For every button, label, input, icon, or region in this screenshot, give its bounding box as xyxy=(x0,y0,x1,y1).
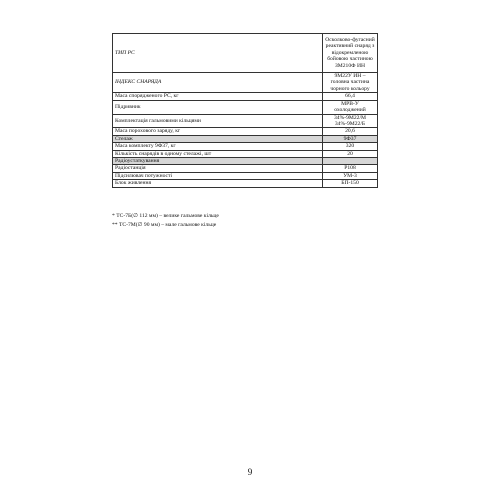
row-label: Підсилювач потужності xyxy=(113,172,323,179)
table-row xyxy=(113,143,378,150)
row-value: 34%-9М22/М 34%-9М22/Б xyxy=(323,114,378,128)
row-value: УМ-3 xyxy=(323,172,378,179)
page-number: 9 xyxy=(247,467,253,477)
row-value: Р108 xyxy=(323,165,378,172)
row-value: МРВ-У охолоджений xyxy=(323,100,378,114)
row-label: Маса комплекту 9Ф37, кг xyxy=(113,143,323,150)
footnote: * ТС-7Б(∅ 112 мм) – велике гальмове кільце xyxy=(112,213,219,219)
table-row xyxy=(113,93,378,100)
row-value: БП-150 xyxy=(323,180,378,187)
row-value: 66,4 xyxy=(323,93,378,100)
footnotes xyxy=(112,212,219,230)
table-row xyxy=(113,100,378,114)
specification-table xyxy=(112,33,378,188)
table-row xyxy=(113,172,378,179)
row-value xyxy=(323,158,378,165)
header-label: ТИП РС xyxy=(113,34,323,73)
table-row xyxy=(113,114,378,128)
footnote: ** ТС-7М(∅ 90 мм) – мале гальмове кільце xyxy=(112,222,217,228)
row-label: Блок живлення xyxy=(113,180,323,187)
row-value: 9Ф37 xyxy=(323,135,378,142)
table-row xyxy=(113,158,378,165)
row-label: Підривник xyxy=(113,100,323,114)
row-value: 320 xyxy=(323,143,378,150)
row-label: Маса спорядженого РС, кг xyxy=(113,93,323,100)
row-value: 20 xyxy=(323,150,378,157)
row-label: Маса порохового заряду, кг xyxy=(113,128,323,135)
table-row xyxy=(113,135,378,142)
row-label: Кількість снарядів в одному стелажі, шт xyxy=(113,150,323,157)
row-label: Радіостанція xyxy=(113,165,323,172)
row-label: Радіоустаткування xyxy=(113,158,323,165)
table-row xyxy=(113,128,378,135)
row-value: 20,6 xyxy=(323,128,378,135)
table-row xyxy=(113,180,378,187)
index-row xyxy=(113,73,378,93)
row-label: Стелаж xyxy=(113,135,323,142)
table-header-row xyxy=(113,34,378,73)
header-value: Осколково-фугасний реактивний снаряд з вiдокремленою бойовою частиною ЗМ210Ф ИН xyxy=(323,34,378,73)
table-row xyxy=(113,150,378,157)
index-value: 9М22У ИН – головна частина чорного кольору xyxy=(323,73,378,93)
index-label: ІНДЕКС СНАРЯДА xyxy=(113,73,323,93)
table-row xyxy=(113,165,378,172)
row-label: Комплектація гальмовими кільцями xyxy=(113,114,323,128)
